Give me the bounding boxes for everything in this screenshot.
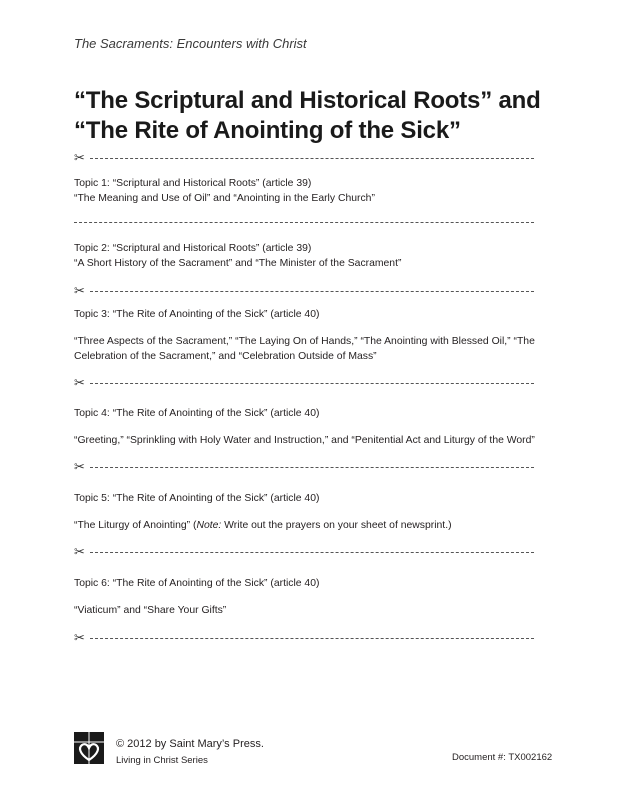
- topic-1: [74, 176, 544, 206]
- page-title: [74, 86, 594, 146]
- topic-4: [74, 406, 544, 448]
- cut-line: [74, 285, 534, 297]
- cut-line: [74, 216, 534, 228]
- copyright-text: © 2012 by Saint Mary’s Press.: [116, 738, 264, 750]
- scissors-icon: ✂: [74, 544, 85, 559]
- topic-body: “A Short History of the Sacrament” and “The Minister of the Sacrament”: [74, 258, 402, 269]
- scissors-icon: ✂: [74, 630, 85, 645]
- cut-line: [74, 152, 534, 164]
- topic-heading: Topic 4: “The Rite of Anointing of the Sick” (article 40): [74, 408, 320, 419]
- scissors-icon: ✂: [74, 283, 85, 298]
- topic-body: “The Liturgy of Anointing” (Note: Write out the prayers on your sheet of newsprint.): [74, 520, 452, 531]
- topic-heading: Topic 1: “Scriptural and Historical Roots” (article 39): [74, 178, 312, 189]
- scissors-icon: ✂: [74, 150, 85, 165]
- cut-line: [74, 632, 534, 644]
- topic-3: [74, 307, 544, 364]
- topic-body: “Greeting,” “Sprinkling with Holy Water and Instruction,” and “Penitential Act and Liturgy of the Word”: [74, 435, 535, 446]
- title-line-2: “The Rite of Anointing of the Sick”: [74, 117, 461, 144]
- topic-body: “The Meaning and Use of Oil” and “Anointing in the Early Church”: [74, 193, 375, 204]
- series-text: Living in Christ Series: [116, 755, 208, 766]
- topic-6: [74, 576, 544, 618]
- topic-5: [74, 491, 544, 533]
- topic-heading: Topic 5: “The Rite of Anointing of the Sick” (article 40): [74, 493, 320, 504]
- publisher-logo-icon: [74, 732, 104, 764]
- scissors-icon: ✂: [74, 375, 85, 390]
- topic-heading: Topic 2: “Scriptural and Historical Roots” (article 39): [74, 243, 312, 254]
- topic-2: [74, 241, 544, 271]
- cut-line: [74, 546, 534, 558]
- note-label: Note:: [196, 520, 222, 531]
- cut-line: [74, 461, 534, 473]
- topic-body: “Three Aspects of the Sacrament,” “The Laying On of Hands,” “The Anointing with Blessed Oil,” “The Celebration of the Sacrament,” and “Celebration Outside of Mass”: [74, 336, 535, 362]
- topic-body: “Viaticum” and “Share Your Gifts”: [74, 605, 227, 616]
- topic-heading: Topic 3: “The Rite of Anointing of the Sick” (article 40): [74, 309, 320, 320]
- document-number: Document #: TX002162: [452, 752, 553, 763]
- title-line-1: “The Scriptural and Historical Roots” and: [74, 87, 541, 114]
- cut-line: [74, 377, 534, 389]
- series-header: The Sacraments: Encounters with Christ: [74, 36, 307, 51]
- topic-heading: Topic 6: “The Rite of Anointing of the Sick” (article 40): [74, 578, 320, 589]
- scissors-icon: ✂: [74, 459, 85, 474]
